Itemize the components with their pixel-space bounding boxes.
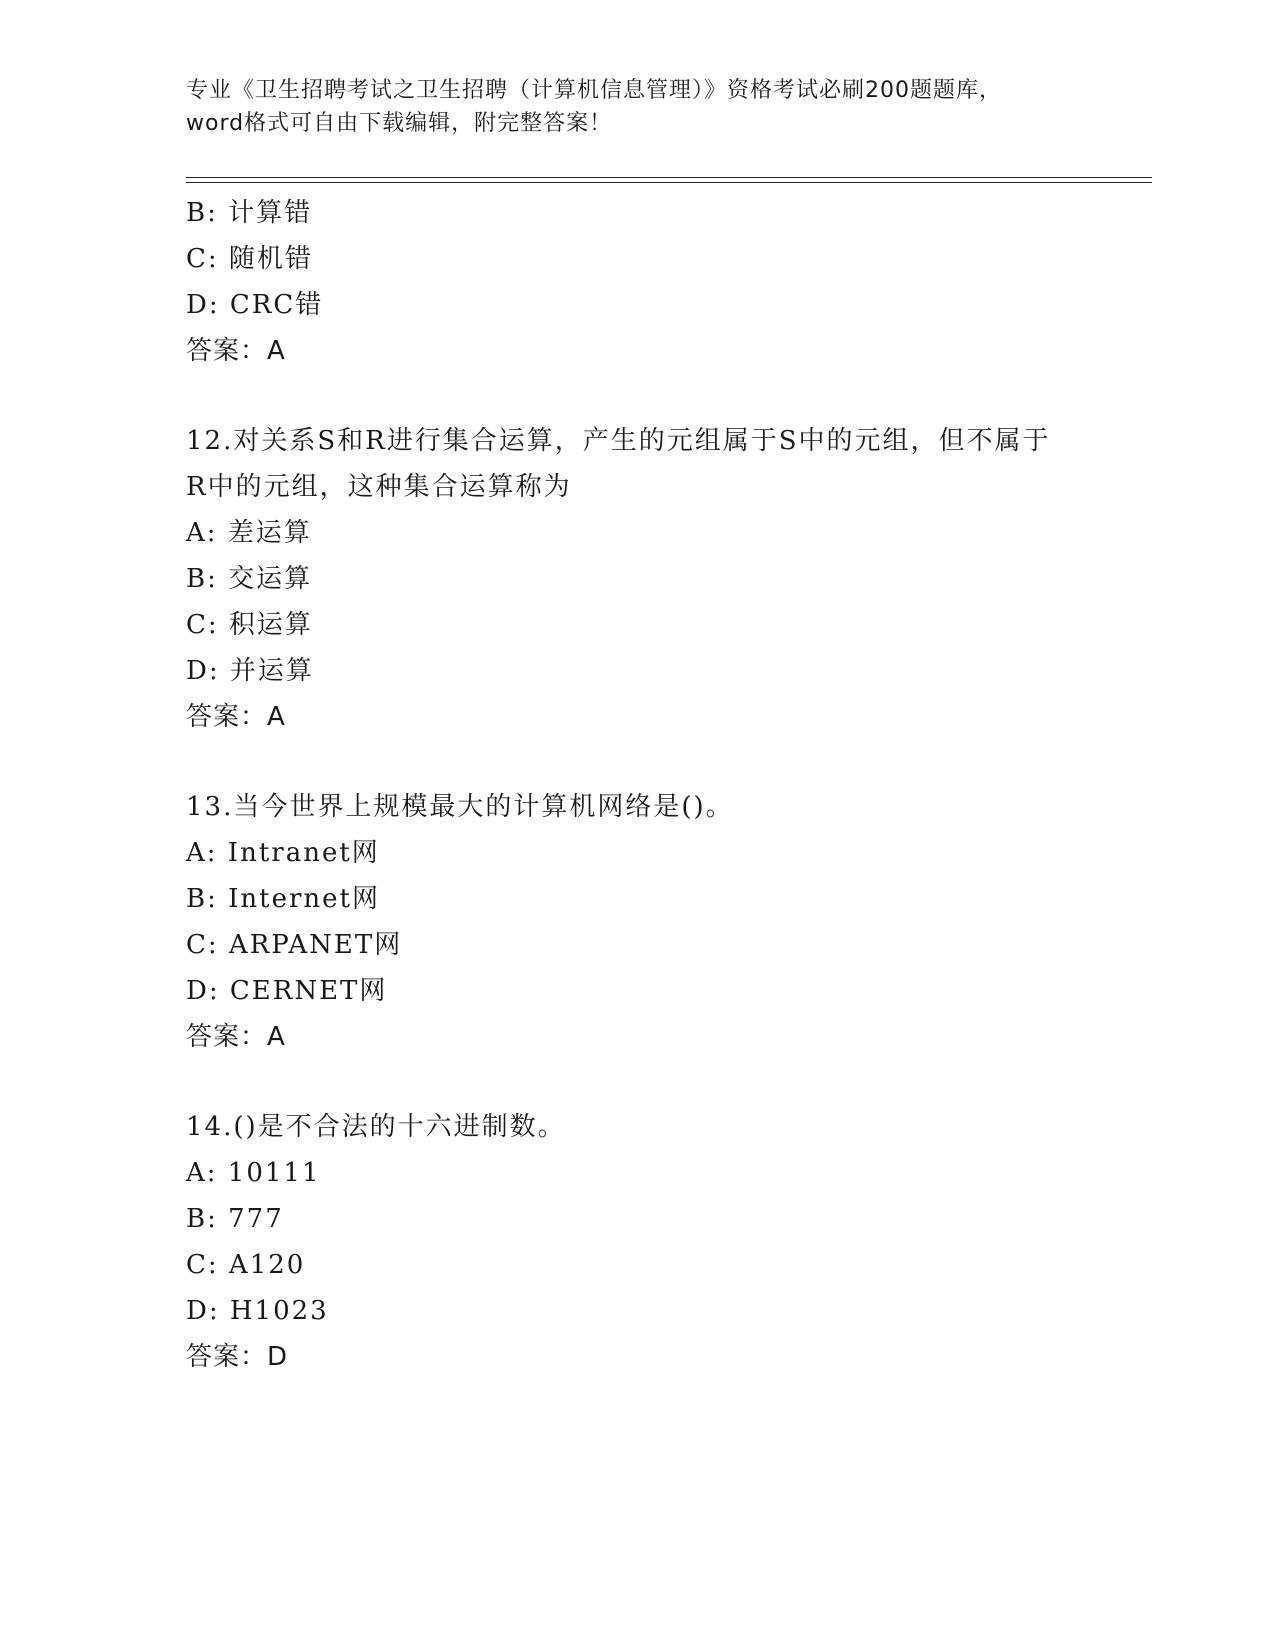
header-line-2: word格式可自由下载编辑，附完整答案！: [186, 111, 613, 136]
option-c: C: ARPANET网: [186, 930, 403, 960]
option-b: B: 交运算: [186, 564, 313, 594]
question-text: 12.对关系S和R进行集合运算，产生的元组属于S中的元组，但不属于R中的元组，这种集合运算称为: [186, 426, 1051, 502]
header-divider-bottom: [186, 182, 1152, 183]
option-b: B: Internet网: [186, 884, 380, 914]
option-c: C: A120: [186, 1250, 306, 1280]
option-d: D: 并运算: [186, 656, 314, 686]
option-b: B: 计算错: [186, 198, 313, 228]
question-text: 13.当今世界上规模最大的计算机网络是()。: [186, 792, 734, 822]
answer: 答案：D: [186, 1342, 289, 1372]
question-13: [186, 784, 1086, 1060]
header-divider-top: [186, 177, 1152, 178]
option-c: C: 随机错: [186, 244, 313, 274]
question-12: [186, 418, 1086, 740]
document-header: [186, 74, 1086, 140]
header-line-1: 专业《卫生招聘考试之卫生招聘（计算机信息管理）》资格考试必刷200题题库，: [186, 78, 1002, 103]
option-a: A: Intranet网: [186, 838, 380, 868]
question-14: [186, 1104, 1086, 1380]
option-b: B: 777: [186, 1204, 284, 1234]
option-a: A: 10111: [186, 1158, 321, 1188]
answer: 答案：A: [186, 702, 286, 732]
option-a: A: 差运算: [186, 518, 312, 548]
question-text: 14.()是不合法的十六进制数。: [186, 1112, 566, 1142]
partial-question-11: [186, 190, 1086, 374]
option-d: D: CRC错: [186, 290, 324, 320]
answer: 答案：A: [186, 336, 286, 366]
option-c: C: 积运算: [186, 610, 313, 640]
question-list: [186, 190, 1086, 1380]
option-d: D: CERNET网: [186, 976, 388, 1006]
answer: 答案：A: [186, 1022, 286, 1052]
option-d: D: H1023: [186, 1296, 329, 1326]
